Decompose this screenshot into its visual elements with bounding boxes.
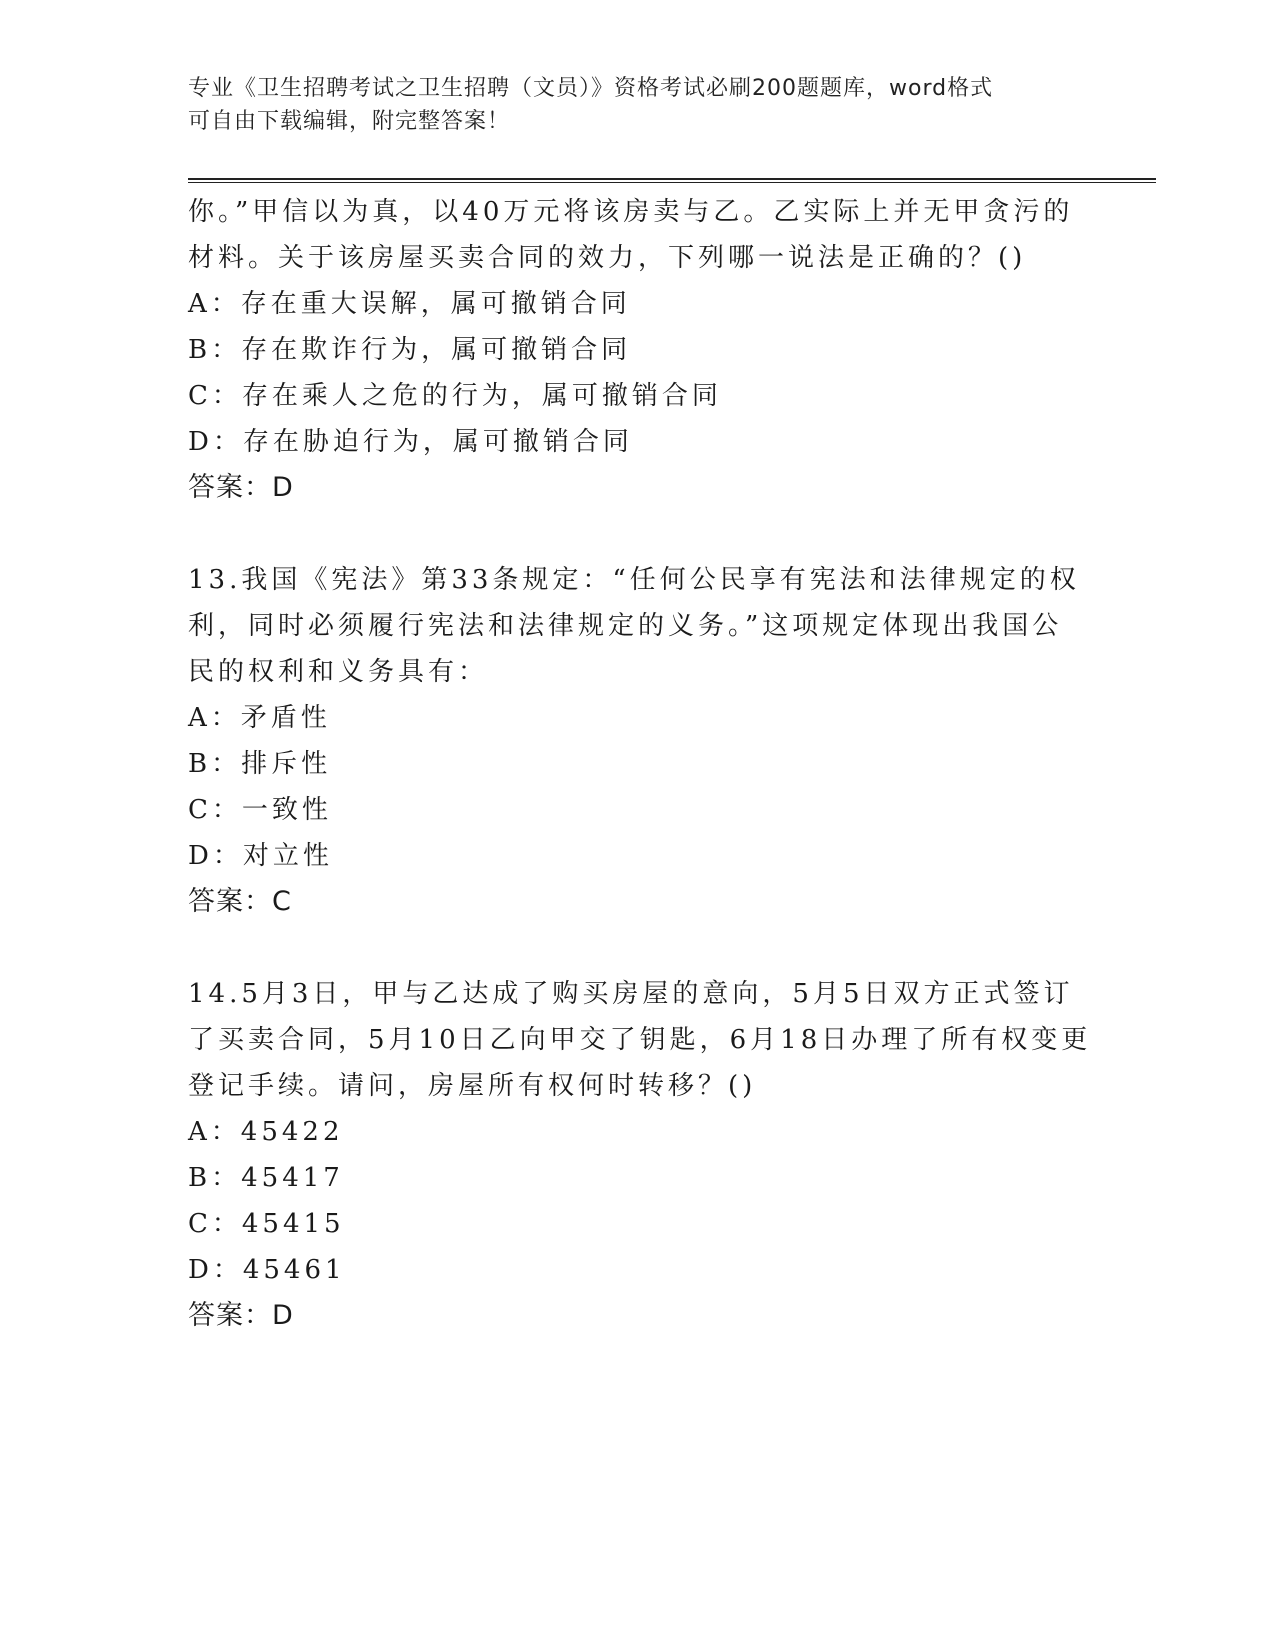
option-d: D：存在胁迫行为，属可撤销合同 xyxy=(188,427,633,457)
question-stem-line: 13.我国《宪法》第33条规定：“任何公民享有宪法和法律规定的权 xyxy=(188,565,1080,595)
spacer xyxy=(188,511,1088,557)
option-b: B：45417 xyxy=(188,1163,344,1193)
question-block-14 xyxy=(188,971,1092,1339)
question-block-12 xyxy=(188,189,1088,511)
header-title-line-2: 可自由下载编辑，附完整答案！ xyxy=(188,109,511,134)
option-d: D：45461 xyxy=(188,1255,346,1285)
option-a: A：45422 xyxy=(188,1117,344,1147)
option-c: C：一致性 xyxy=(188,795,332,825)
option-a: A：存在重大误解，属可撤销合同 xyxy=(188,289,631,319)
option-a: A：矛盾性 xyxy=(188,703,331,733)
option-b: B：排斥性 xyxy=(188,749,332,779)
question-stem-line: 14.5月3日，甲与乙达成了购买房屋的意向，5月5日双方正式签订 xyxy=(188,979,1074,1009)
question-stem-line: 你。”甲信以为真，以40万元将该房卖与乙。乙实际上并无甲贪污的 xyxy=(188,197,1074,227)
question-stem-line: 民的权利和义务具有： xyxy=(188,657,489,687)
header-title-line-1: 专业《卫生招聘考试之卫生招聘（文员）》资格考试必刷200题题库，word格式 xyxy=(188,76,994,101)
question-stem-line: 了买卖合同，5月10日乙向甲交了钥匙，6月18日办理了所有权变更 xyxy=(188,1025,1092,1055)
document-header xyxy=(188,72,1088,138)
answer-line: 答案：D xyxy=(188,472,294,503)
document-body xyxy=(188,189,1092,1339)
question-stem-line: 材料。关于该房屋买卖合同的效力，下列哪一说法是正确的？() xyxy=(188,243,1027,273)
question-stem-line: 利，同时必须履行宪法和法律规定的义务。”这项规定体现出我国公 xyxy=(188,611,1063,641)
answer-line: 答案：C xyxy=(188,886,292,917)
spacer xyxy=(188,925,1088,971)
option-c: C：45415 xyxy=(188,1209,345,1239)
option-c: C：存在乘人之危的行为，属可撤销合同 xyxy=(188,381,722,411)
header-divider xyxy=(188,178,1156,183)
answer-line: 答案：D xyxy=(188,1300,294,1331)
question-block-13 xyxy=(188,557,1088,925)
option-d: D：对立性 xyxy=(188,841,333,871)
question-stem-line: 登记手续。请问，房屋所有权何时转移？() xyxy=(188,1071,757,1101)
option-b: B：存在欺诈行为，属可撤销合同 xyxy=(188,335,632,365)
